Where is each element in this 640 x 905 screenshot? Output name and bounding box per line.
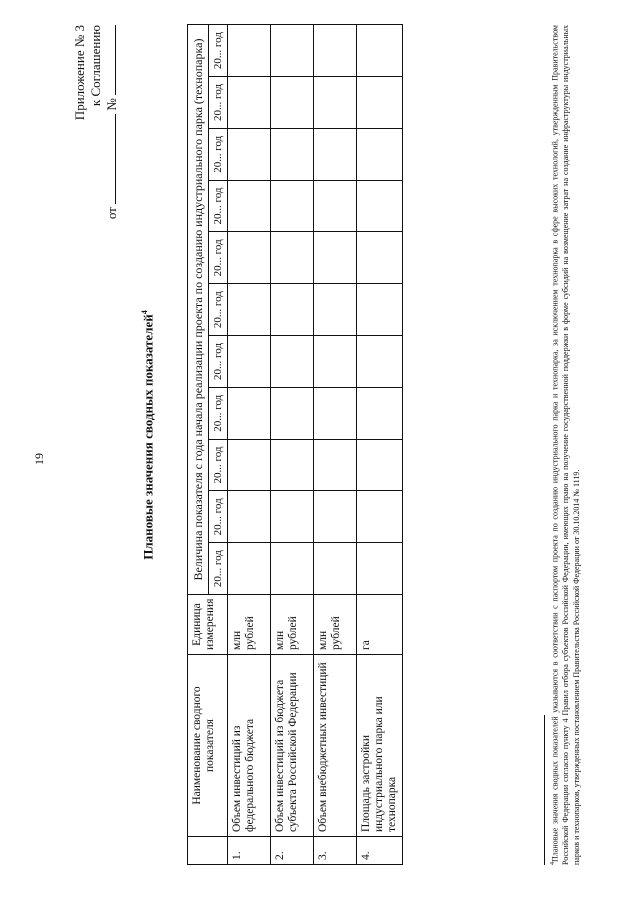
- value-cell: [314, 336, 357, 388]
- value-cell: [271, 387, 314, 439]
- title-text: Плановые значения сводных показателей: [140, 314, 156, 560]
- value-cell: [357, 128, 403, 180]
- appendix-agreement: к Соглашению: [88, 25, 103, 107]
- col-number-header: [188, 837, 228, 865]
- col-unit-header: Единица измерения: [188, 595, 228, 655]
- appendix-title: Приложение № 3: [72, 25, 87, 121]
- year-header: 20... год: [209, 387, 228, 439]
- table-row: [228, 25, 271, 865]
- value-cell: [228, 387, 271, 439]
- value-cell: [357, 180, 403, 232]
- value-cell: [271, 77, 314, 129]
- value-cell: [314, 387, 357, 439]
- footnote-text: Плановые значения сводных показателей указываются в соответствии с паспортом проекта по созданию индустриального парка и технопарка, за исключением технопарка в сфере высоких технологий, утвержденным Правительством Российской Федерации согласно пункту 4 Правил отбора субъектов Российской Федерации, имеющих право на получение государственной поддержки в форме субсидий на возмещение затрат на создание инфраструктуры индустриальных парков и технопарков, утвержденных постановлением Правительства Российской Федерации от 30.10.2014 № 1119.: [550, 25, 581, 865]
- value-cell: [271, 543, 314, 595]
- number-blank: [115, 25, 116, 95]
- row-name: Площадь застройки индустриального парка или технопарка: [357, 655, 403, 837]
- value-cell: [271, 180, 314, 232]
- value-cell: [228, 284, 271, 336]
- value-cell: [271, 439, 314, 491]
- table-header-row: [188, 25, 209, 865]
- document-title: [140, 195, 156, 675]
- value-cell: [314, 232, 357, 284]
- value-cell: [271, 491, 314, 543]
- footnote: [548, 25, 582, 865]
- row-number: 2.: [271, 837, 314, 865]
- year-header: 20... год: [209, 439, 228, 491]
- row-number: 1.: [228, 837, 271, 865]
- year-header: 20... год: [209, 284, 228, 336]
- table-row: [314, 25, 357, 865]
- value-cell: [228, 336, 271, 388]
- value-cell: [271, 336, 314, 388]
- value-cell: [271, 232, 314, 284]
- date-blank: [115, 114, 116, 204]
- year-header: 20... год: [209, 491, 228, 543]
- value-cell: [357, 77, 403, 129]
- value-cell: [271, 284, 314, 336]
- value-cell: [357, 439, 403, 491]
- value-cell: [314, 180, 357, 232]
- value-cell: [271, 128, 314, 180]
- value-cell: [357, 232, 403, 284]
- value-cell: [357, 387, 403, 439]
- indicators-table: [187, 24, 403, 865]
- col-name-header: Наименование сводного показателя: [188, 655, 228, 837]
- row-name: Объем инвестиций из федерального бюджета: [228, 655, 271, 837]
- row-unit: га: [357, 595, 403, 655]
- year-header: 20... год: [209, 232, 228, 284]
- row-unit: млн рублей: [314, 595, 357, 655]
- footnote-mark: 4: [550, 862, 556, 865]
- value-cell: [314, 128, 357, 180]
- value-cell: [314, 439, 357, 491]
- value-cell: [314, 284, 357, 336]
- value-cell: [228, 77, 271, 129]
- value-cell: [228, 25, 271, 77]
- year-header: 20... год: [209, 543, 228, 595]
- footnote-separator: [544, 715, 545, 865]
- row-name: Объем внебюджетных инвестиций: [314, 655, 357, 837]
- row-unit: млн рублей: [228, 595, 271, 655]
- value-cell: [314, 77, 357, 129]
- value-cell: [357, 491, 403, 543]
- value-cell: [228, 543, 271, 595]
- value-cell: [314, 491, 357, 543]
- appendix-date-number: [104, 25, 120, 285]
- value-cell: [271, 25, 314, 77]
- page-number: 19: [32, 453, 46, 465]
- value-cell: [228, 128, 271, 180]
- table-row: [357, 25, 403, 865]
- row-unit: млн рублей: [271, 595, 314, 655]
- appendix-header: [72, 25, 120, 285]
- year-header: 20... год: [209, 25, 228, 77]
- year-header: 20... год: [209, 336, 228, 388]
- value-cell: [357, 284, 403, 336]
- year-header: 20... год: [209, 128, 228, 180]
- from-label: от: [104, 207, 119, 220]
- value-cell: [357, 543, 403, 595]
- number-label: №: [104, 98, 119, 111]
- value-cell: [228, 180, 271, 232]
- value-cell: [357, 336, 403, 388]
- value-cell: [228, 232, 271, 284]
- value-cell: [314, 543, 357, 595]
- value-cell: [357, 25, 403, 77]
- row-number: 4.: [357, 837, 403, 865]
- year-header: 20... год: [209, 77, 228, 129]
- year-header: 20... год: [209, 180, 228, 232]
- title-footnote-mark: 4: [140, 310, 149, 315]
- col-values-header: Величина показателя с года начала реализации проекта по созданию индустриального парка (технопарка): [188, 25, 209, 595]
- value-cell: [228, 491, 271, 543]
- table-row: [271, 25, 314, 865]
- row-number: 3.: [314, 837, 357, 865]
- value-cell: [228, 439, 271, 491]
- value-cell: [314, 25, 357, 77]
- row-name: Объем инвестиций из бюджета субъекта Российской Федерации: [271, 655, 314, 837]
